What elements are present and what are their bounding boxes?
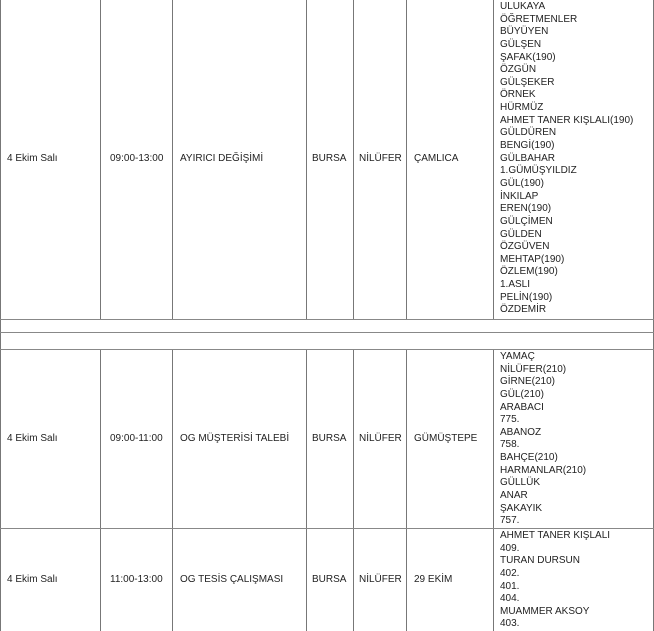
district-cell: NİLÜFER: [359, 433, 402, 444]
street-item: 401.: [500, 580, 520, 592]
street-item: BÜYÜYEN: [500, 26, 549, 38]
street-item: GÜLDEN: [500, 228, 542, 240]
column-divider: [172, 0, 173, 320]
reason-cell: AYIRICI DEĞİŞİMİ: [180, 153, 264, 164]
street-item: NİLÜFER(210): [500, 363, 567, 375]
neighborhood-cell: ÇAMLICA: [414, 153, 459, 164]
column-divider: [306, 350, 307, 631]
street-item: 409.: [500, 542, 520, 554]
column-divider: [100, 350, 101, 631]
street-item: HÜRMÜZ: [500, 102, 544, 114]
street-item: İNKILAP: [500, 190, 539, 202]
row-divider: [0, 319, 654, 320]
district-cell: NİLÜFER: [359, 574, 402, 585]
row-divider: [0, 528, 654, 529]
street-item: ŞAKAYIK: [500, 502, 543, 514]
street-item: MEHTAP(190): [500, 253, 565, 265]
time-cell: 09:00-13:00: [110, 153, 164, 164]
street-item: ÖZLEM(190): [500, 266, 558, 278]
street-item: ÖĞRETMENLER: [500, 13, 578, 25]
street-item: 1.ASLI: [500, 279, 531, 291]
column-divider: [353, 0, 354, 320]
neighborhood-cell: GÜMÜŞTEPE: [414, 433, 478, 444]
street-item: GÜLDÜREN: [500, 127, 557, 139]
street-item: GÜL(210): [500, 388, 544, 400]
column-divider: [493, 350, 494, 631]
district-cell: NİLÜFER: [359, 153, 402, 164]
row-divider: [0, 349, 654, 350]
street-item: YAMAÇ: [500, 351, 535, 362]
street-item: ULUKAYA: [500, 1, 546, 12]
street-item: GÜLŞEKER: [500, 76, 555, 88]
date-cell: 4 Ekim Salı: [7, 574, 58, 585]
street-item: GÜLŞEN: [500, 38, 542, 50]
column-divider: [172, 350, 173, 631]
date-cell: 4 Ekim Salı: [7, 433, 58, 444]
street-item: ARABACI: [500, 401, 544, 413]
column-divider: [306, 0, 307, 320]
street-item: GÜLÇİMEN: [500, 215, 553, 227]
street-list: [500, 1, 633, 317]
street-item: AHMET TANER KIŞLALI(190): [500, 114, 634, 126]
column-divider: [0, 0, 1, 631]
column-divider: [406, 0, 407, 320]
street-item: EREN(190): [500, 203, 552, 215]
street-item: 775.: [500, 414, 520, 426]
date-cell: 4 Ekim Salı: [7, 153, 58, 164]
reason-cell: OG MÜŞTERİSİ TALEBİ: [180, 433, 290, 444]
street-item: BAHÇE(210): [500, 452, 558, 464]
street-item: 758.: [500, 439, 520, 451]
column-divider: [353, 350, 354, 631]
street-item: ANAR: [500, 490, 528, 502]
street-item: 402.: [500, 567, 520, 579]
column-divider: [100, 0, 101, 320]
street-item: GİRNE(210): [500, 376, 556, 388]
street-item: GÜLBAHAR: [500, 152, 556, 164]
street-item: ÖZGÜVEN: [500, 241, 550, 253]
street-item: ŞAFAK(190): [500, 51, 556, 63]
street-item: 757.: [500, 515, 520, 527]
street-item: 403.: [500, 618, 520, 630]
street-list: [500, 351, 586, 528]
street-item: MUAMMER AKSOY: [500, 605, 590, 617]
city-cell: BURSA: [312, 153, 347, 164]
street-item: TURAN DURSUN: [500, 555, 580, 567]
neighborhood-cell: 29 EKİM: [414, 574, 453, 585]
street-item: ÖZDEMİR: [500, 304, 547, 316]
street-item: ÖRNEK: [500, 89, 536, 101]
time-cell: 11:00-13:00: [110, 574, 163, 585]
city-cell: BURSA: [312, 433, 347, 444]
street-item: 404.: [500, 593, 520, 605]
time-cell: 09:00-11:00: [110, 433, 163, 444]
street-item: 1.GÜMÜŞYILDIZ: [500, 165, 577, 177]
city-cell: BURSA: [312, 574, 347, 585]
street-item: BENGİ(190): [500, 140, 555, 152]
street-item: ABANOZ: [500, 426, 542, 438]
street-item: GÜL(190): [500, 177, 544, 189]
street-list: [500, 530, 610, 631]
street-item: ÖZGÜN: [500, 64, 537, 76]
street-item: AHMET TANER KIŞLALI: [500, 530, 611, 541]
row-divider: [0, 332, 654, 333]
column-divider: [406, 350, 407, 631]
street-item: PELİN(190): [500, 291, 553, 303]
reason-cell: OG TESİS ÇALIŞMASI: [180, 574, 284, 585]
street-item: HARMANLAR(210): [500, 464, 587, 476]
street-item: GÜLLÜK: [500, 477, 541, 489]
column-divider: [493, 0, 494, 320]
